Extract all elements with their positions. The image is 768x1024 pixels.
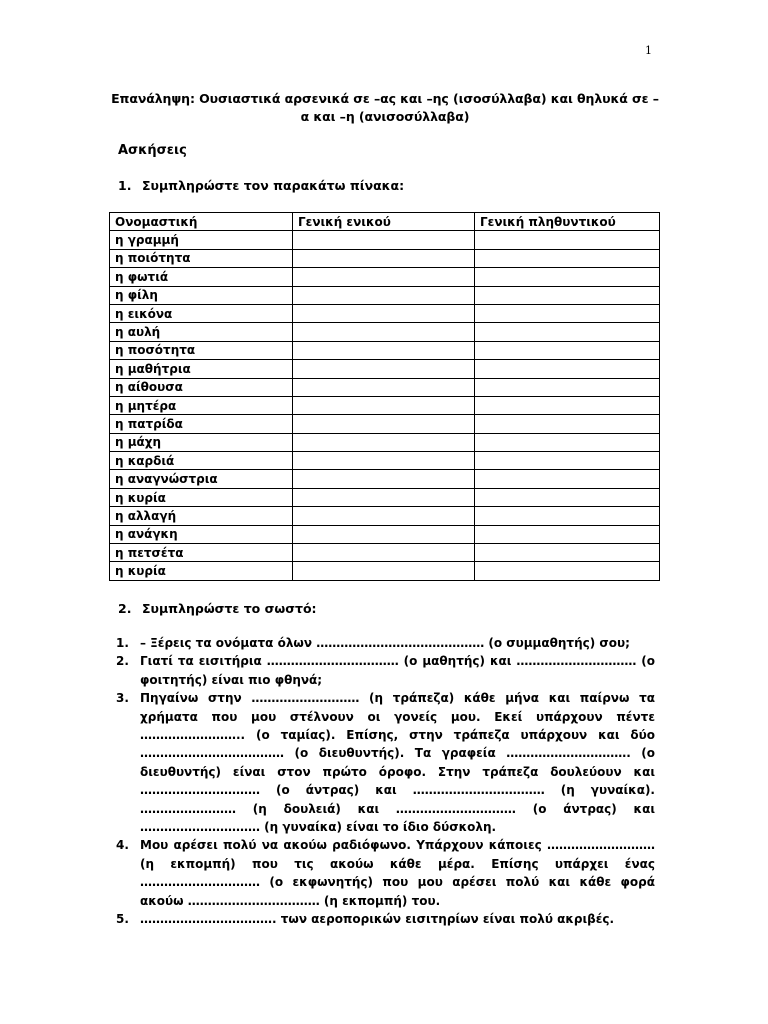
table-row: [110, 249, 660, 267]
genitive-plural-blank[interactable]: [475, 268, 660, 286]
item-text: Γιατί τα εισιτήρια …………………………… (ο μαθητής) και ………………………… (ο φοιτητής) είναι πιο φθηνά;: [140, 654, 655, 687]
table-row: [110, 488, 660, 506]
noun-nominative: η αναγνώστρια: [110, 470, 293, 488]
noun-nominative: η πετσέτα: [110, 544, 293, 562]
genitive-plural-blank[interactable]: [475, 470, 660, 488]
table-header-row: [110, 213, 660, 231]
exercise-1-heading: [118, 178, 404, 193]
genitive-plural-blank[interactable]: [475, 415, 660, 433]
genitive-plural-blank[interactable]: [475, 433, 660, 451]
genitive-plural-blank[interactable]: [475, 396, 660, 414]
genitive-plural-blank[interactable]: [475, 341, 660, 359]
genitive-singular-blank[interactable]: [293, 488, 475, 506]
table-row: [110, 286, 660, 304]
list-item: [109, 910, 655, 928]
noun-nominative: η μητέρα: [110, 396, 293, 414]
genitive-singular-blank[interactable]: [293, 525, 475, 543]
genitive-plural-blank[interactable]: [475, 378, 660, 396]
noun-nominative: η αίθουσα: [110, 378, 293, 396]
item-text: – Ξέρεις τα ονόματα όλων …………………………………… (ο συμμαθητής) σου;: [140, 636, 630, 650]
noun-nominative: η αυλή: [110, 323, 293, 341]
item-text: ……………………………. των αεροπορικών εισιτηρίων είναι πολύ ακριβές.: [140, 912, 615, 927]
table-row: [110, 452, 660, 470]
noun-nominative: η μαθήτρια: [110, 360, 293, 378]
noun-nominative: η ποσότητα: [110, 341, 293, 359]
noun-nominative: η ανάγκη: [110, 525, 293, 543]
item-number: 4.: [116, 838, 129, 853]
header-nominative: Ονομαστική: [110, 213, 293, 231]
genitive-plural-blank[interactable]: [475, 360, 660, 378]
table-row: [110, 231, 660, 249]
genitive-singular-blank[interactable]: [293, 268, 475, 286]
genitive-plural-blank[interactable]: [475, 452, 660, 470]
genitive-plural-blank[interactable]: [475, 286, 660, 304]
genitive-singular-blank[interactable]: [293, 341, 475, 359]
noun-nominative: η πατρίδα: [110, 415, 293, 433]
noun-nominative: η φωτιά: [110, 268, 293, 286]
table-row: [110, 415, 660, 433]
exercise-1-instruction: Συμπληρώστε τον παρακάτω πίνακα:: [142, 178, 405, 193]
table-row: [110, 433, 660, 451]
item-number: 3.: [116, 691, 129, 706]
table-row: [110, 268, 660, 286]
exercise-2-list: [109, 634, 655, 929]
list-item: [109, 689, 655, 836]
genitive-plural-blank[interactable]: [475, 231, 660, 249]
genitive-singular-blank[interactable]: [293, 452, 475, 470]
genitive-singular-blank[interactable]: [293, 231, 475, 249]
genitive-singular-blank[interactable]: [293, 470, 475, 488]
table-row: [110, 341, 660, 359]
item-text: Πηγαίνω στην ……………………… (η τράπεζα) κάθε μήνα και παίρνω τα χρήματα που μου στέλνουν οι γονείς μου. Εκεί υπάρχουν πέντε …………………….. (ο ταμίας). Επίσης, στην τράπεζα υπάρχουν και δύο ……………………………… (ο διευθυντής). Τα γραφεία …………………………. (ο διευθυντής) είναι στον πρώτο όροφο. Στην τράπεζα δουλεύουν και ………………………… (ο άντρας) και …………………………… (η γυναίκα). …………………… (η δουλειά) και ………………………… (ο άντρας) και ………………………… (η γυναίκα) είναι το ίδιο δύσκολη.: [140, 691, 655, 835]
table-row: [110, 396, 660, 414]
noun-nominative: η αλλαγή: [110, 507, 293, 525]
noun-nominative: η κυρία: [110, 562, 293, 580]
genitive-plural-blank[interactable]: [475, 249, 660, 267]
noun-nominative: η κυρία: [110, 488, 293, 506]
table-row: [110, 525, 660, 543]
genitive-singular-blank[interactable]: [293, 562, 475, 580]
table-row: [110, 323, 660, 341]
declension-table: [109, 212, 660, 581]
noun-nominative: η εικόνα: [110, 304, 293, 322]
noun-nominative: η γραμμή: [110, 231, 293, 249]
section-heading: Ασκήσεις: [118, 143, 187, 158]
list-item: [109, 652, 655, 689]
table-row: [110, 544, 660, 562]
table-row: [110, 470, 660, 488]
noun-nominative: η φίλη: [110, 286, 293, 304]
genitive-plural-blank[interactable]: [475, 525, 660, 543]
genitive-singular-blank[interactable]: [293, 249, 475, 267]
page-number: 1: [645, 44, 652, 57]
table-row: [110, 507, 660, 525]
item-text: Μου αρέσει πολύ να ακούω ραδιόφωνο. Υπάρχουν κάποιες ……………………… (η εκπομπή) που τις ακούω κάθε μέρα. Επίσης υπάρχει ένας ………………………… (ο εκφωνητής) που μου αρέσει πολύ και κάθε φορά ακούω …………………………… (η εκπομπή) του.: [140, 838, 655, 908]
genitive-singular-blank[interactable]: [293, 323, 475, 341]
table-body: [110, 231, 660, 580]
genitive-plural-blank[interactable]: [475, 544, 660, 562]
genitive-plural-blank[interactable]: [475, 488, 660, 506]
genitive-plural-blank[interactable]: [475, 562, 660, 580]
genitive-singular-blank[interactable]: [293, 396, 475, 414]
table-row: [110, 378, 660, 396]
genitive-singular-blank[interactable]: [293, 304, 475, 322]
genitive-singular-blank[interactable]: [293, 507, 475, 525]
exercise-2-number: 2.: [118, 601, 132, 616]
header-genitive-singular: Γενική ενικού: [293, 213, 475, 231]
item-number: 1.: [116, 636, 129, 650]
exercise-1-number: 1.: [118, 178, 132, 193]
genitive-plural-blank[interactable]: [475, 323, 660, 341]
item-number: 5.: [116, 912, 129, 927]
genitive-singular-blank[interactable]: [293, 415, 475, 433]
noun-nominative: η μάχη: [110, 433, 293, 451]
genitive-singular-blank[interactable]: [293, 433, 475, 451]
exercise-2-heading: [118, 601, 317, 616]
genitive-singular-blank[interactable]: [293, 286, 475, 304]
table-row: [110, 304, 660, 322]
noun-nominative: η καρδιά: [110, 452, 293, 470]
table-row: [110, 360, 660, 378]
genitive-plural-blank[interactable]: [475, 304, 660, 322]
list-item: [109, 634, 655, 652]
genitive-singular-blank[interactable]: [293, 360, 475, 378]
exercise-2-instruction: Συμπληρώστε το σωστό:: [142, 601, 317, 616]
table-row: [110, 562, 660, 580]
header-genitive-plural: Γενική πληθυντικού: [475, 213, 660, 231]
noun-nominative: η ποιότητα: [110, 249, 293, 267]
genitive-singular-blank[interactable]: [293, 544, 475, 562]
genitive-singular-blank[interactable]: [293, 378, 475, 396]
item-number: 2.: [116, 654, 129, 669]
genitive-plural-blank[interactable]: [475, 507, 660, 525]
list-item: [109, 836, 655, 910]
document-title: Επανάληψη: Ουσιαστικά αρσενικά σε –ας και –ης (ισοσύλλαβα) και θηλυκά σε –α και –η (ανισοσύλλαβα): [111, 91, 659, 124]
